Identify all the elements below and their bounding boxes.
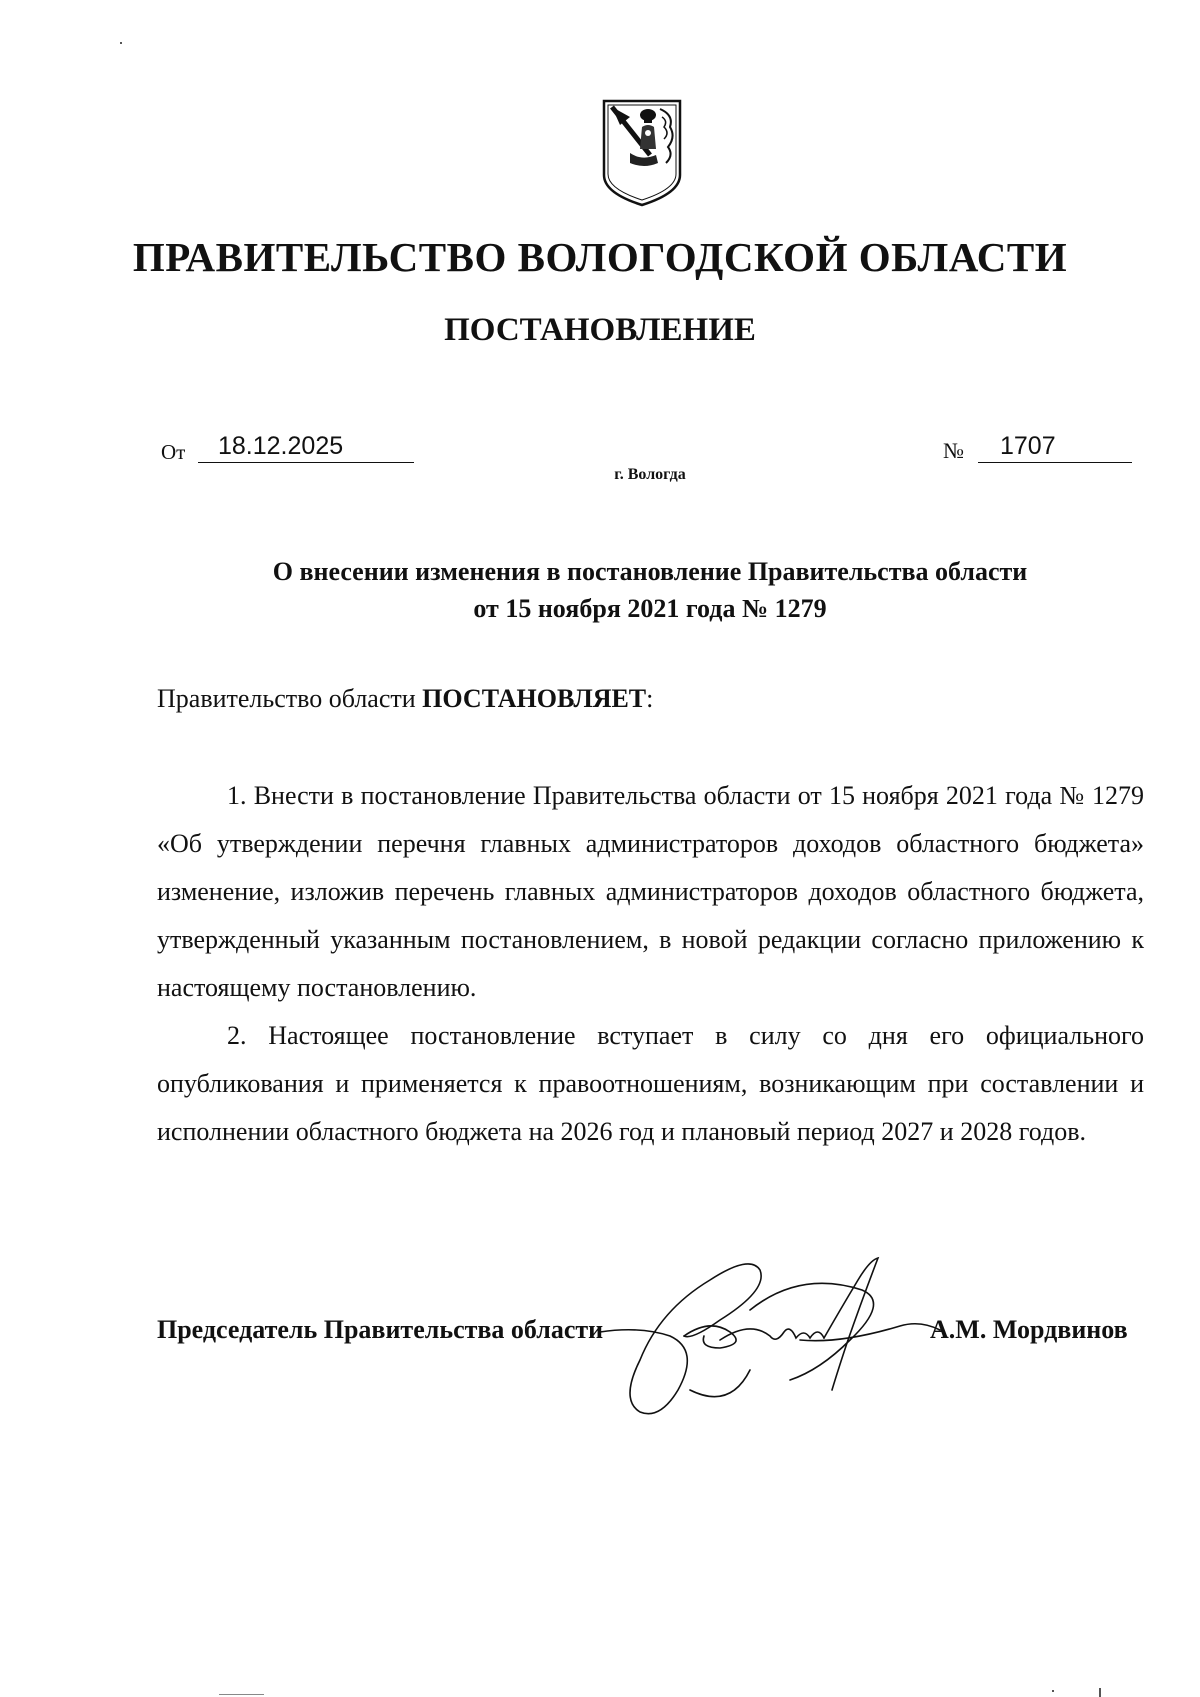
government-title: ПРАВИТЕЛЬСТВО ВОЛОГОДСКОЙ ОБЛАСТИ (132, 234, 1068, 280)
preamble-emphasis: ПОСТАНОВЛЯЕТ (422, 684, 647, 713)
scan-mark (219, 1694, 264, 1695)
body-item-1: 1. Внести в постановление Правительства области от 15 ноября 2021 года № 1279 «Об утверждении перечня главных администраторов доходов областного бюджета» изменение, изложив перечень главных администраторов доходов областного бюджета, утвержденный указанным постановлением, в новой редакции согласно приложению к настоящему постановлению. (157, 781, 1144, 1002)
document-body (157, 772, 1144, 1156)
scan-mark (120, 42, 122, 44)
coat-of-arms-emblem (600, 97, 684, 209)
scan-mark (1052, 1690, 1054, 1692)
scan-mark (1099, 1688, 1101, 1697)
date-label: От (161, 440, 186, 464)
subject-line-1: О внесении изменения в постановление Правительства области (272, 557, 1028, 586)
city-name: г. Вологда (614, 466, 686, 483)
signatory-name: А.М. Мордвинов (930, 1315, 1128, 1344)
number-label: № (943, 438, 964, 463)
document-number: 1707 (1000, 432, 1056, 460)
body-item-2: 2. Настоящее постановление вступает в силу со дня его официального опубликования и применяется к правоотношениям, возникающим при составлении и исполнении областного бюджета на 2026 год и плановый период 2027 и 2028 годов. (157, 1021, 1144, 1146)
document-date: 18.12.2025 (218, 432, 344, 460)
subject-line-2: от 15 ноября 2021 года № 1279 (473, 594, 827, 623)
signatory-position: Председатель Правительства области (157, 1315, 604, 1344)
preamble-suffix: : (646, 684, 654, 713)
document-subject (160, 553, 1140, 627)
handwritten-signature (600, 1240, 960, 1430)
preamble (157, 684, 653, 714)
document-type-title: ПОСТАНОВЛЕНИЕ (444, 312, 756, 348)
preamble-text: Правительство области (157, 684, 423, 713)
